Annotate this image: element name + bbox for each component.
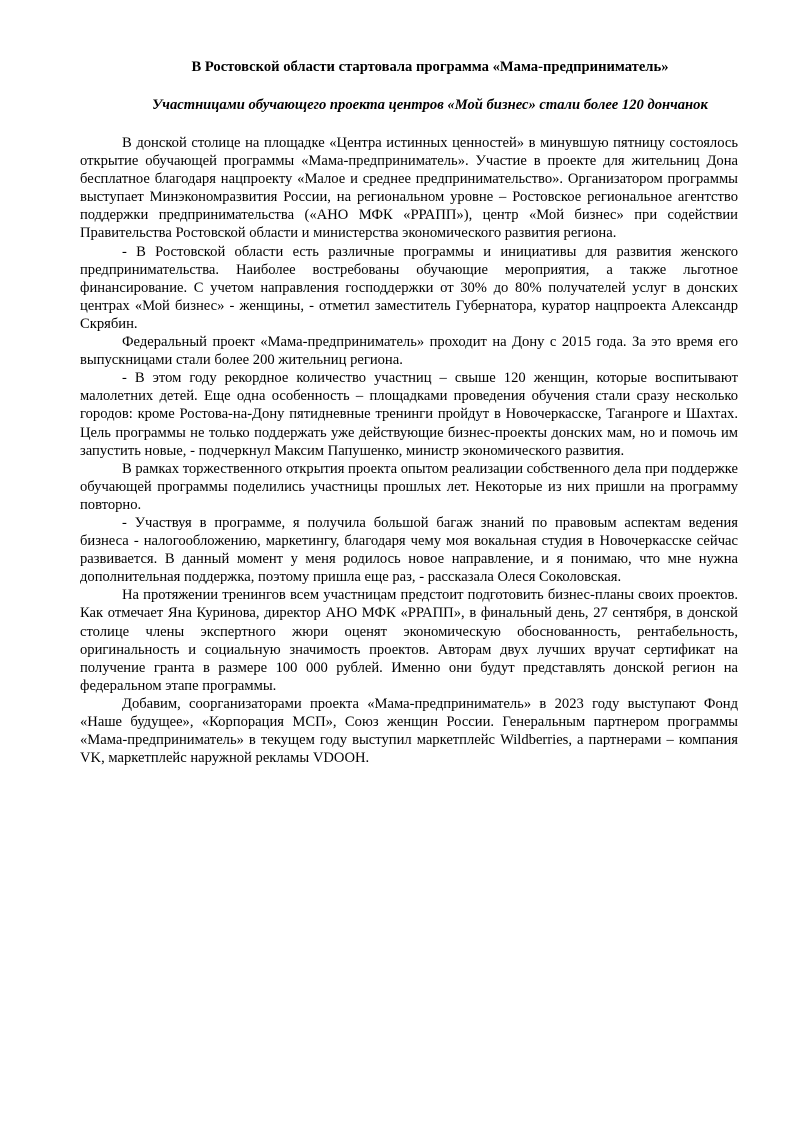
paragraph-7: На протяжении тренингов всем участницам предстоит подготовить бизнес-планы своих проектов. Как отмечает Яна Куринова, директор АНО МФК «РРАПП», в финальный день, 27 сентября, в донской столице члены экспертного жюри оценят экономическую обоснованность, рентабельность, оригинальность и социальную значимость проектов. Авторам двух лучших вручат сертификат на получение гранта в размере 100 000 рублей. Именно они будут представлять донской регион на федеральном этапе программы. (80, 587, 738, 694)
paragraph-1: В донской столице на площадке «Центра истинных ценностей» в минувшую пятницу состоялось открытие обучающей программы «Мама-предприниматель». Участие в проекте для жительниц Дона бесплатное благодаря нацпроекту «Малое и среднее предпринимательство». Организатором программы выступает Минэкономразвития России, на региональном уровне – Ростовское региональное агентство поддержки предпринимательства («АНО МФК «РРАПП»), центр «Мой бизнес» при содействии Правительства Ростовской области и министерства экономического развития региона. (80, 135, 738, 242)
paragraph-6: - Участвуя в программе, я получила большой багаж знаний по правовым аспектам ведения бизнеса - налогообложению, маркетингу, благодаря чему моя вокальная студия в Новочеркасске сейчас развивается. В данный момент у меня родилось новое направление, и я понимаю, что мне нужна дополнительная поддержка, поэтому пришла еще раз, - рассказала Олеся Соколовская. (80, 514, 738, 586)
article-subtitle: Участницами обучающего проекта центров «Мой бизнес» стали более 120 дончанок (152, 97, 708, 113)
article-body (80, 134, 738, 767)
paragraph-2: - В Ростовской области есть различные программы и инициативы для развития женского предпринимательства. Наиболее востребованы обучающие мероприятия, а также льготное финансирование. С учетом направления господдержки от 30% до 80% получателей услуг в донских центрах «Мой бизнес» - женщины, - отметил заместитель Губернатора, куратор нацпроекта Александр Скрябин. (80, 243, 738, 332)
paragraph-3: Федеральный проект «Мама-предприниматель» проходит на Дону с 2015 года. За это время его выпускницами стали более 200 жительниц региона. (80, 334, 738, 369)
article-title: В Ростовской области стартовала программа «Мама-предприниматель» (191, 59, 669, 75)
paragraph-4: - В этом году рекордное количество участниц – свыше 120 женщин, которые воспитывают малолетних детей. Еще одна особенность – площадками проведения обучения стали сразу несколько городов: кроме Ростова-на-Дону пятидневные тренинги пройдут в Новочеркасске, Таганроге и Шахтах. Цель программы не только поддержать уже действующие бизнес-проекты донских мам, но и помочь им запустить новые, - подчеркнул Максим Папушенко, министр экономического развития. (80, 370, 738, 459)
paragraph-8: Добавим, соорганизаторами проекта «Мама-предприниматель» в 2023 году выступают Фонд «Наше будущее», «Корпорация МСП», Союз женщин России. Генеральным партнером программы «Мама-предприниматель» в текущем году выступил маркетплейс Wildberries, а партнерами – компания VK, маркетплейс наружной рекламы VDOOH. (80, 695, 738, 767)
paragraph-5: В рамках торжественного открытия проекта опытом реализации собственного дела при поддержке обучающей программы поделились участницы прошлых лет. Некоторые из них пришли на программу повторно. (80, 460, 738, 513)
